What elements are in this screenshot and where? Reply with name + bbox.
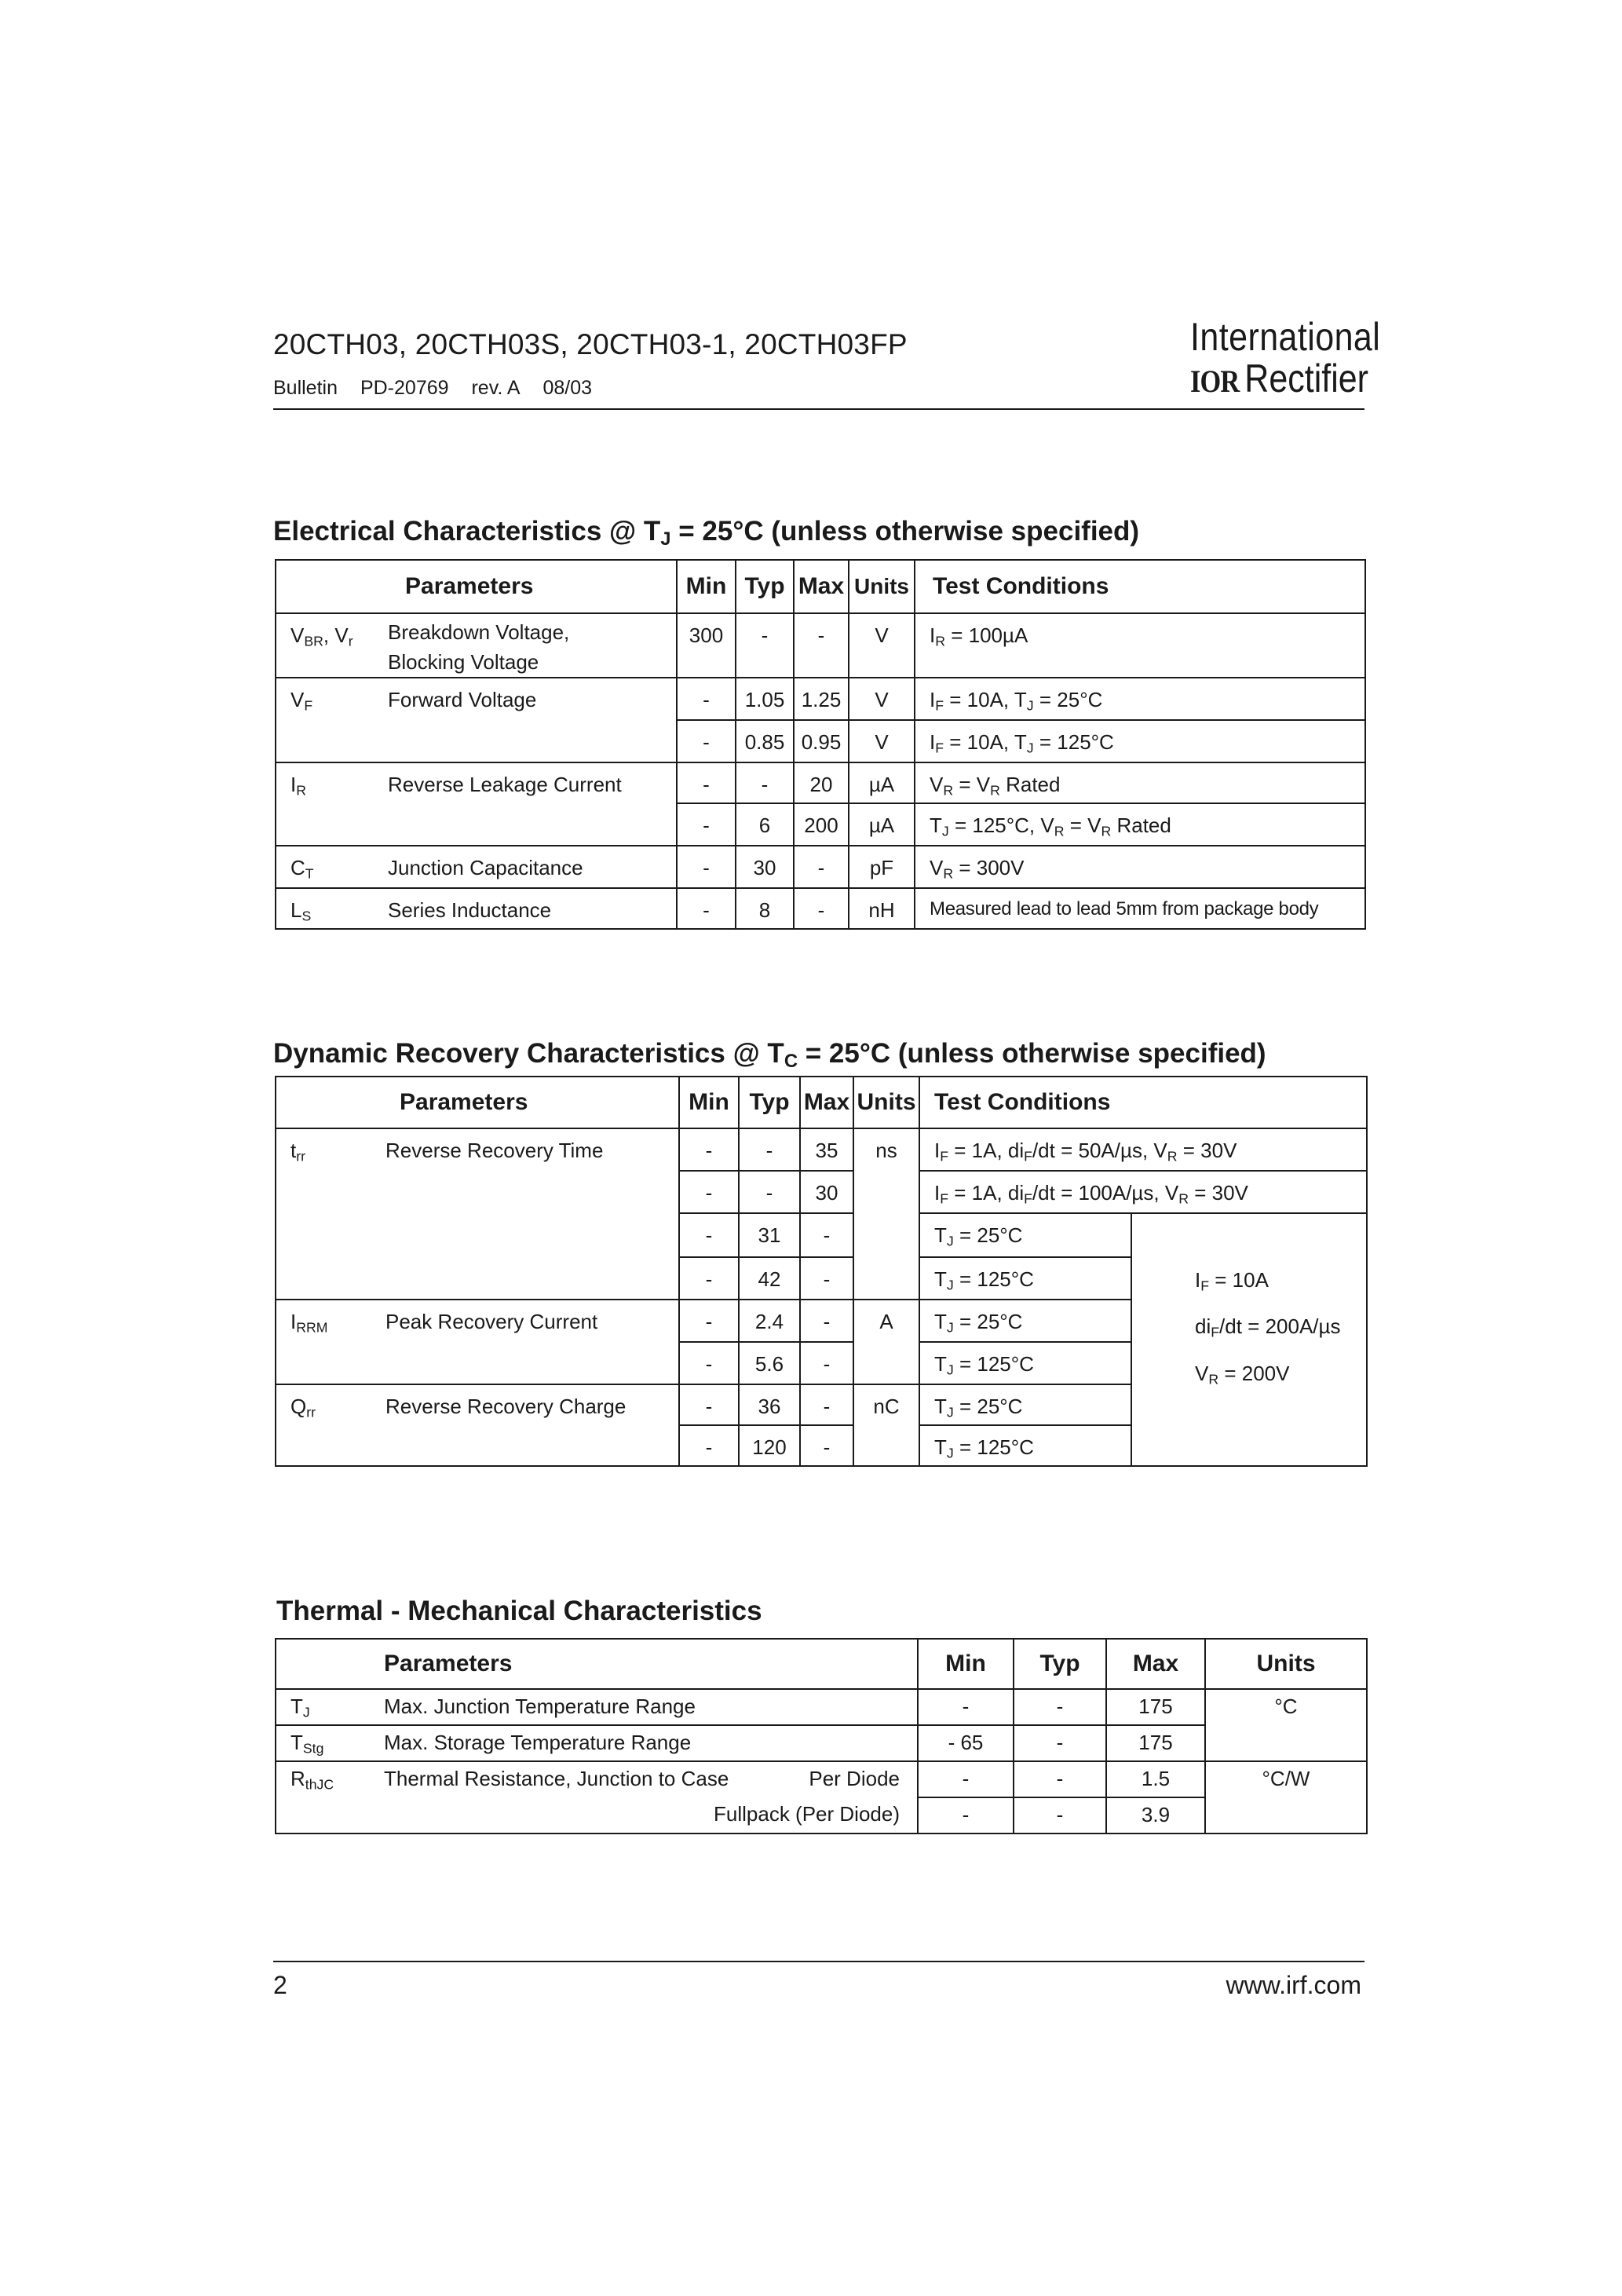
thermal-title: Thermal - Mechanical Characteristics — [276, 1596, 762, 1626]
header-typ: Typ — [1014, 1639, 1106, 1689]
thermal-table — [275, 1638, 1368, 1834]
header-max: Max — [794, 560, 849, 613]
header-conditions: Test Conditions — [915, 560, 1365, 613]
common-conditions: $I_F = 10A$ $di_F/dt = 200A/\mu s$ $V_R = 200V$ — [1131, 1213, 1367, 1466]
table-header-row — [276, 1639, 1367, 1689]
table-row: Fullpack (Per Diode) - - 3.9 — [276, 1797, 1367, 1834]
bulletin-date: 08/03 — [542, 377, 593, 399]
header-units: Units — [853, 1077, 919, 1128]
table-row: - 6 200 µA $T_J = 125^\circ C$, $V_R = V_R$ Rated — [276, 803, 1365, 846]
header-min: Min — [679, 1077, 739, 1128]
electrical-table — [275, 559, 1366, 930]
table-row: $Q_{rr}$ Reverse Recovery Charge - 36 - nC $T_J = 25^\circ C$ — [276, 1384, 1367, 1425]
header-parameters: Parameters — [384, 1639, 918, 1689]
header-parameters: Parameters — [388, 560, 677, 613]
table-header-row — [276, 560, 1365, 613]
header-parameters: Parameters — [385, 1077, 679, 1128]
table-header-row — [276, 1077, 1367, 1128]
header-typ: Typ — [736, 560, 794, 613]
table-row: - 5.6 - $T_J = 125^\circ C$ — [276, 1342, 1367, 1384]
table-row: - 31 - $T_J = 25^\circ C$ $I_F = 10A$ $di_F/dt = 200A/\mu s$ $V_R = 200V$ — [276, 1213, 1367, 1257]
header-units: Units — [849, 560, 915, 613]
bulletin-label: Bulletin — [273, 377, 338, 399]
header-rule — [273, 408, 1364, 410]
table-row: $L_S$ Series Inductance - 8 - nH Measured lead to lead 5mm from package body — [276, 888, 1365, 929]
table-row: - 120 - $T_J = 125^\circ C$ — [276, 1425, 1367, 1466]
header-typ: Typ — [739, 1077, 800, 1128]
document-title: 20CTH03, 20CTH03S, 20CTH03-1, 20CTH03FP — [273, 328, 908, 360]
header-conditions: Test Conditions — [919, 1077, 1367, 1128]
table-row: $V_F$ Forward Voltage - 1.05 1.25 V $I_F = 10A$, $T_J = 25^\circ C$ — [276, 678, 1365, 720]
table-row: - - 30 $I_F = 1A$, $di_F/dt = 100A/\mu s$, $V_R = 30V$ — [276, 1171, 1367, 1213]
dynamic-title: Dynamic Recovery Characteristics @ $T_C = 25^\circ C$ (unless otherwise specified) — [273, 1038, 1266, 1072]
table-row: $I_{RRM}$ Peak Recovery Current - 2.4 - A $T_J = 25^\circ C$ — [276, 1300, 1367, 1342]
header-min: Min — [677, 560, 736, 613]
table-row: - 42 - $T_J = 125^\circ C$ — [276, 1257, 1367, 1300]
page-number: 2 — [273, 1971, 287, 1999]
footer-rule — [273, 1961, 1364, 1962]
table-row: $V_{BR}$, $V_r$ Breakdown Voltage, Blocking Voltage 300 - - V $I_R = 100\mu A$ — [276, 613, 1365, 678]
website-link[interactable]: www.irf.com — [1226, 1971, 1361, 1999]
header-units: Units — [1205, 1639, 1367, 1689]
table-row: - 0.85 0.95 V $I_F = 10A$, $T_J = 125^\circ C$ — [276, 720, 1365, 762]
table-row: $I_R$ Reverse Leakage Current - - 20 µA $V_R = V_R$ Rated — [276, 762, 1365, 803]
header-min: Min — [918, 1639, 1014, 1689]
table-row: $R_{thJC}$ Thermal Resistance, Junction to Case Per Diode - - 1.5 °C/W — [276, 1761, 1367, 1797]
bulletin-rev: rev. A — [471, 377, 521, 399]
table-row: $T_{Stg}$ Max. Storage Temperature Range - 65 - 175 — [276, 1725, 1367, 1761]
company-logo — [1163, 315, 1381, 402]
header-max: Max — [1106, 1639, 1205, 1689]
table-row: $t_{rr}$ Reverse Recovery Time - - 35 ns $I_F = 1A$, $di_F/dt = 50A/\mu s$, $V_R = 30V$ — [276, 1128, 1367, 1171]
logo-rectifier: Rectifier — [1244, 356, 1368, 400]
logo-line2 — [1190, 356, 1368, 402]
bulletin-line — [273, 377, 609, 400]
bulletin-number: PD-20769 — [360, 377, 449, 399]
dynamic-table — [275, 1076, 1368, 1467]
logo-brand: IOR — [1190, 364, 1240, 399]
electrical-title: Electrical Characteristics @ $T_J = 25^\circ C$ (unless otherwise specified) — [273, 516, 1140, 550]
header-max: Max — [800, 1077, 853, 1128]
logo-line1: International — [1190, 315, 1381, 359]
table-row: $T_J$ Max. Junction Temperature Range - - 175 °C — [276, 1689, 1367, 1725]
table-row: $C_T$ Junction Capacitance - 30 - pF $V_R = 300V$ — [276, 846, 1365, 888]
